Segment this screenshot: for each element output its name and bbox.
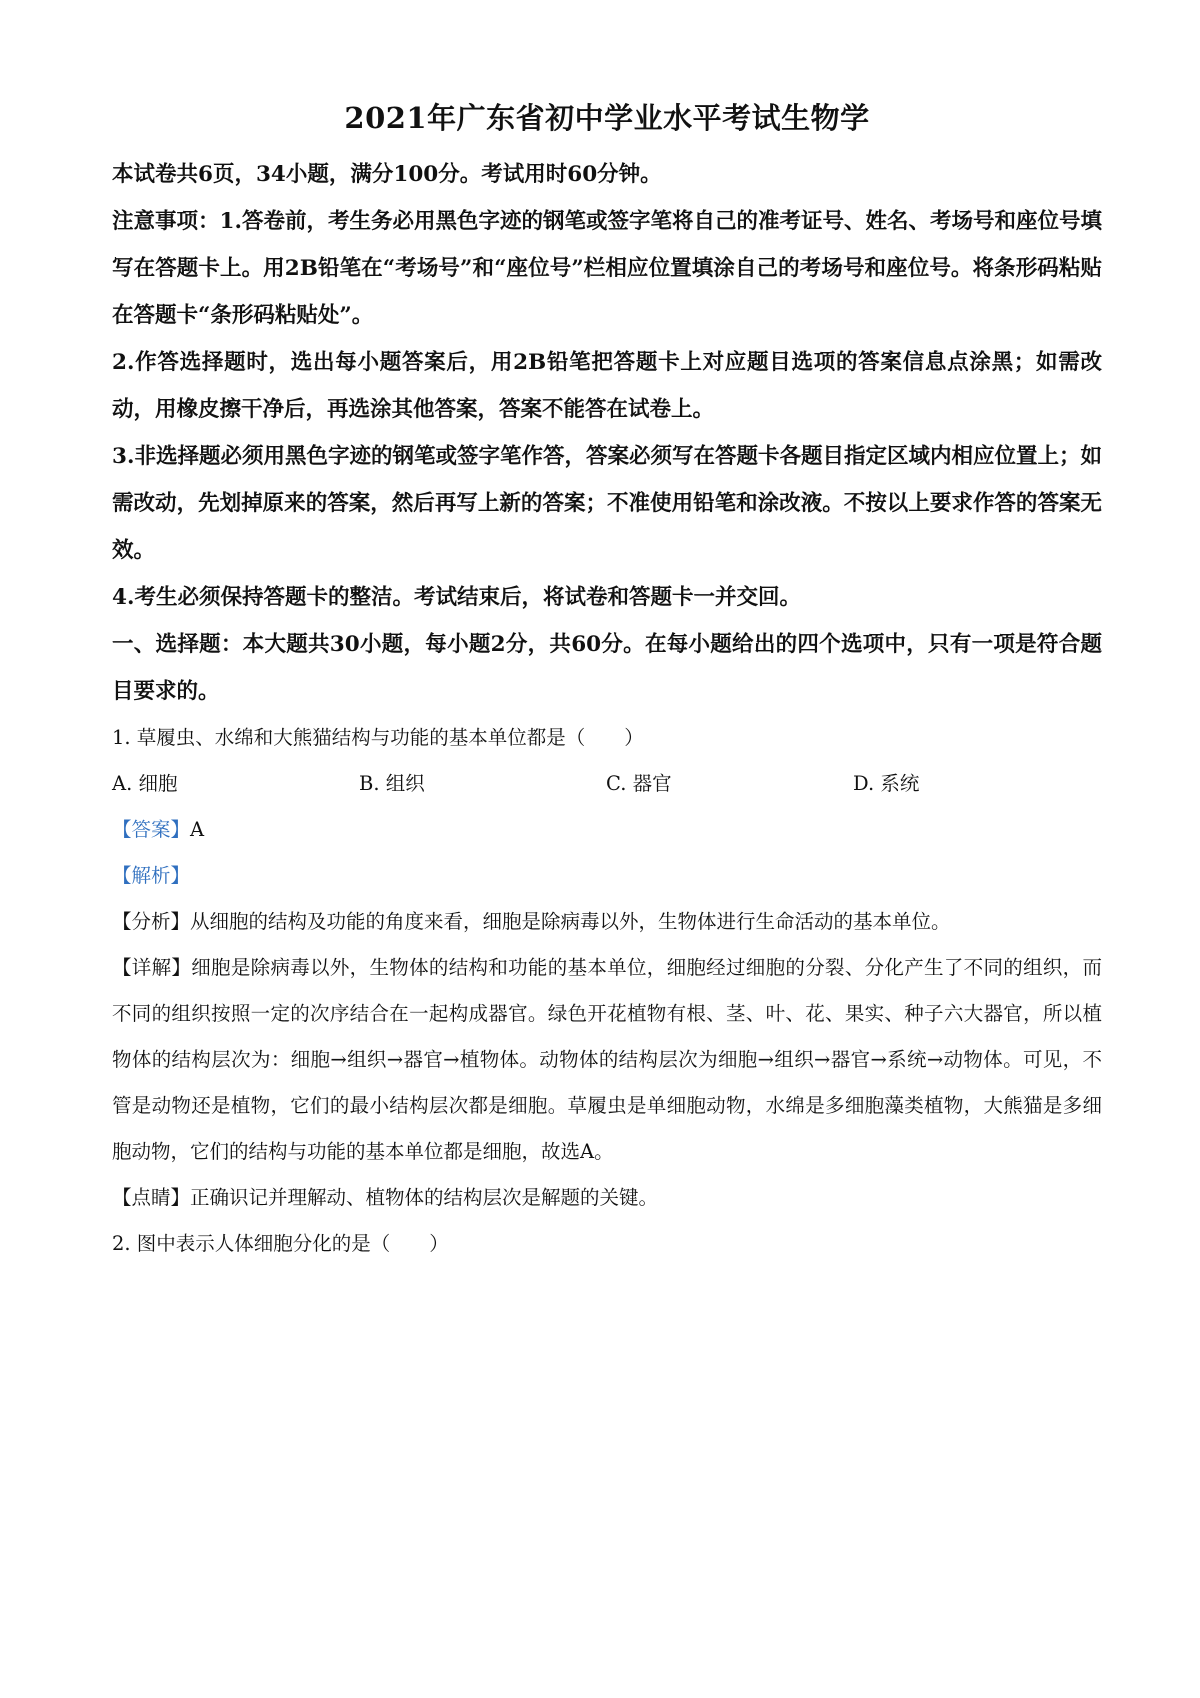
option-c: C. 器官 [606, 772, 672, 795]
dianjing-text: 正确识记并理解动、植物体的结构层次是解题的关键。 [190, 1186, 659, 1209]
fenxi-paragraph [112, 899, 1102, 945]
question-2-stem: 2. 图中表示人体细胞分化的是（ ） [112, 1232, 449, 1255]
dianjing-paragraph [112, 1175, 1102, 1221]
option-b: B. 组织 [359, 772, 425, 795]
note-3: 3.非选择题必须用黑色字迹的钢笔或签字笔作答，答案必须写在答题卡各题目指定区域内相应位置上；如需改动，先划掉原来的答案，然后再写上新的答案；不准使用铅笔和涂改液。不按以上要求作答的答案无效。 [112, 444, 1102, 563]
note-4: 4.考生必须保持答题卡的整洁。考试结束后，将试卷和答题卡一并交回。 [112, 585, 801, 610]
xiangjie-text: 细胞是除病毒以外，生物体的结构和功能的基本单位，细胞经过细胞的分裂、分化产生了不同的组织，而不同的组织按照一定的次序结合在一起构成器官。绿色开花植物有根、茎、叶、花、果实、种子六大器官，所以植物体的结构层次为：细胞→组织→器官→植物体。动物体的结构层次为细胞→组织→器官→系统→动物体。可见，不管是动物还是植物，它们的最小结构层次都是细胞。草履虫是单细胞动物，水绵是多细胞藻类植物，大熊猫是多细胞动物，它们的结构与功能的基本单位都是细胞，故选A。 [112, 956, 1102, 1163]
xiangjie-paragraph [112, 945, 1102, 1175]
xiangjie-tag: 【详解】 [112, 956, 192, 979]
option-d: D. 系统 [853, 772, 920, 795]
answer-line [112, 807, 1102, 853]
note-1: 注意事项：1.答卷前，考生务必用黑色字迹的钢笔或签字笔将自己的准考证号、姓名、考场号和座位号填写在答题卡上。用2B铅笔在“考场号”和“座位号”栏相应位置填涂自己的考场号和座位号。将条形码粘贴在答题卡“条形码粘贴处”。 [112, 209, 1102, 328]
fenxi-tag: 【分析】 [112, 910, 191, 933]
fenxi-text: 从细胞的结构及功能的角度来看，细胞是除病毒以外，生物体进行生命活动的基本单位。 [190, 910, 951, 933]
section-heading: 一、选择题：本大题共30小题，每小题2分，共60分。在每小题给出的四个选项中，只有一项是符合题目要求的。 [112, 632, 1102, 704]
page-title: 2021年广东省初中学业水平考试生物学 [344, 101, 870, 135]
option-a: A. 细胞 [112, 772, 178, 795]
dianjing-tag: 【点睛】 [112, 1186, 191, 1209]
analysis-tag: 【解析】 [112, 864, 191, 887]
question-1-options [112, 761, 1102, 807]
answer-tag: 【答案】 [112, 818, 191, 841]
note-2: 2.作答选择题时，选出每小题答案后，用2B铅笔把答题卡上对应题目选项的答案信息点涂黑；如需改动，用橡皮擦干净后，再选涂其他答案，答案不能答在试卷上。 [112, 350, 1102, 422]
answer-value: A [190, 818, 205, 841]
question-1-stem: 1. 草履虫、水绵和大熊猫结构与功能的基本单位都是（ ） [112, 726, 644, 749]
analysis-heading [112, 853, 1102, 899]
intro-text: 本试卷共6页，34小题，满分100分。考试用时60分钟。 [112, 162, 662, 187]
document-page [112, 96, 1102, 1267]
